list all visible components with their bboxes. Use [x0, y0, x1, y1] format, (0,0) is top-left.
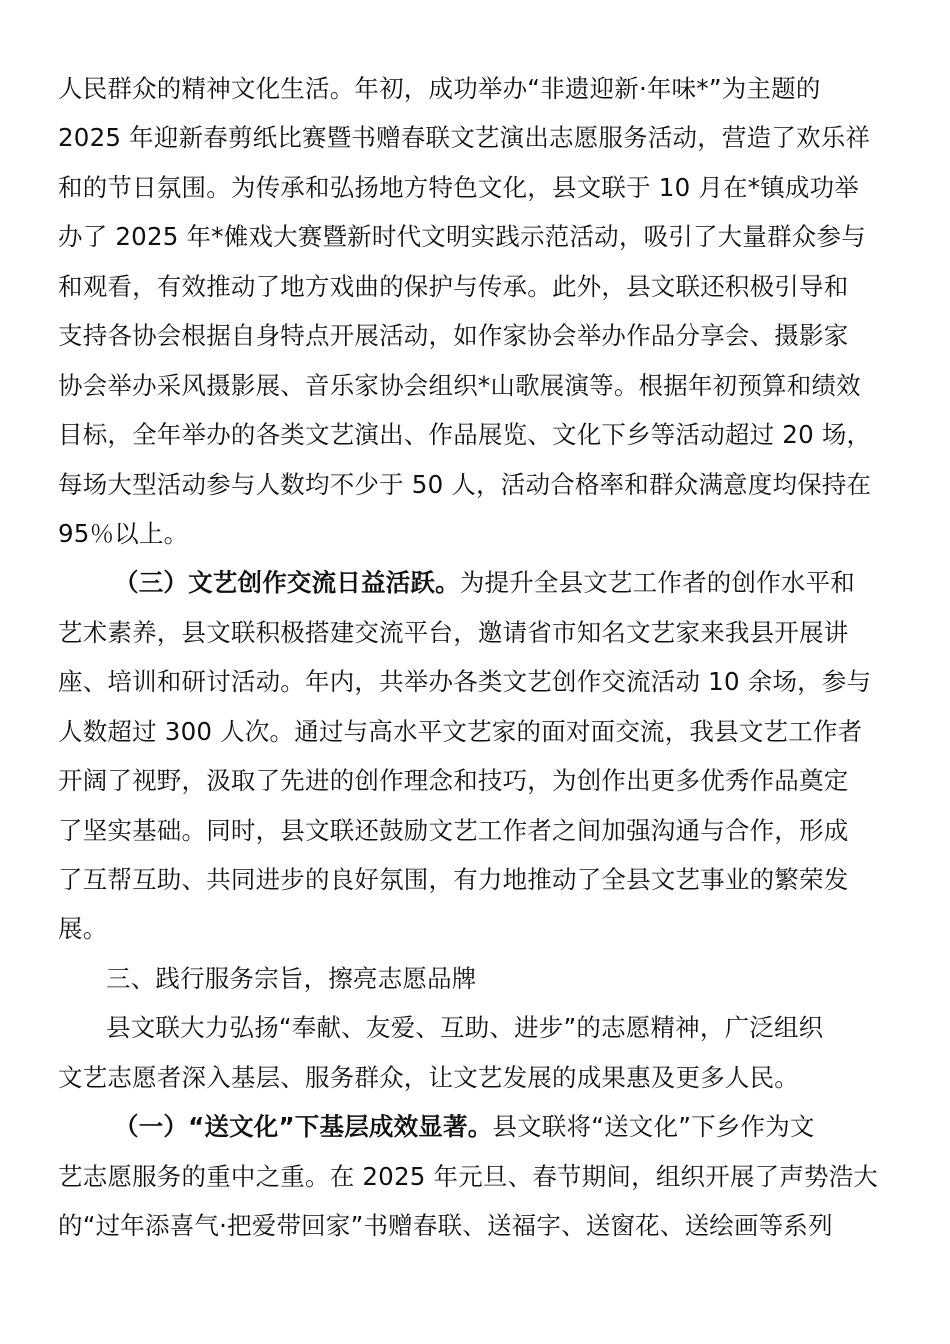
text-line: 县文联大力弘扬“奉献、友爱、互助、进步”的志愿精神，广泛组织 — [106, 1013, 824, 1043]
subsection-heading: （三）文艺创作交流日益活跃。 — [114, 568, 460, 598]
text-run: 县文联将“送文化”下乡作为文 — [492, 1112, 815, 1142]
paragraph-send-culture — [58, 1102, 888, 1250]
text-line: 展。 — [58, 914, 108, 944]
text-run: 为提升全县文艺工作者的创作水平和 — [459, 568, 856, 598]
text-line: 每场大型活动参与人数均不少于 50 人，活动合格率和群众满意度均保持在 — [58, 469, 872, 499]
subsection-first-line — [58, 558, 888, 607]
text-line: 了互帮互助、共同进步的良好氛围，有力地推动了全县文艺事业的繁荣发 — [58, 865, 849, 894]
text-line: 2025 年迎新春剪纸比赛暨书赠春联文艺演出志愿服务活动，营造了欢乐祥 — [58, 123, 871, 153]
text-line: 座、培训和研讨活动。年内，共举办各类文艺创作交流活动 10 余场，参与 — [58, 667, 872, 697]
text-line: 开阔了视野，汲取了先进的创作理念和技巧，为创作出更多优秀作品奠定 — [58, 766, 849, 796]
text-line: 艺术素养，县文联积极搭建交流平台，邀请省市知名文艺家来我县开展讲 — [58, 617, 849, 647]
paragraph-cultural-activities — [58, 64, 888, 558]
subsection-heading: （一）“送文化”下基层成效显著。 — [114, 1112, 493, 1142]
text-line: 的“过年添喜气·把爱带回家”书赠春联、送福字、送窗花、送绘画等系列 — [58, 1211, 833, 1241]
text-line: 了坚实基础。同时，县文联还鼓励文艺工作者之间加强沟通与合作，形成 — [58, 815, 849, 845]
text-line: 支持各协会根据自身特点开展活动，如作家协会举办作品分享会、摄影家 — [58, 321, 849, 351]
text-line: 和的节日氛围。为传承和弘扬地方特色文化，县文联于 10 月在*镇成功举 — [58, 172, 859, 202]
text-line: 协会举办采风摄影展、音乐家协会组织*山歌展演等。根据年初预算和绩效 — [58, 370, 861, 400]
section-heading: 三、践行服务宗旨，擦亮志愿品牌 — [106, 963, 477, 993]
document-page — [58, 64, 888, 1251]
text-line: 艺志愿服务的重中之重。在 2025 年元旦、春节期间，组织开展了声势浩大 — [58, 1161, 879, 1191]
text-line: 95％以上。 — [58, 518, 189, 548]
text-line: 和观看，有效推动了地方戏曲的保护与传承。此外，县文联还积极引导和 — [58, 271, 849, 301]
text-line: 人数超过 300 人次。通过与高水平文艺家的面对面交流，我县文艺工作者 — [58, 716, 863, 746]
subsection-first-line — [58, 1102, 888, 1151]
paragraph-volunteer-spirit — [58, 1003, 888, 1102]
paragraph-creative-exchange — [58, 558, 888, 954]
text-line: 目标，全年举办的各类文艺演出、作品展览、文化下乡等活动超过 20 场， — [58, 420, 872, 450]
text-line: 文艺志愿者深入基层、服务群众，让文艺发展的成果惠及更多人民。 — [58, 1062, 799, 1092]
text-line: 办了 2025 年*傩戏大赛暨新时代文明实践示范活动，吸引了大量群众参与 — [58, 222, 866, 252]
text-line: 人民群众的精神文化生活。年初，成功举办“非遗迎新·年味*”为主题的 — [58, 74, 821, 103]
